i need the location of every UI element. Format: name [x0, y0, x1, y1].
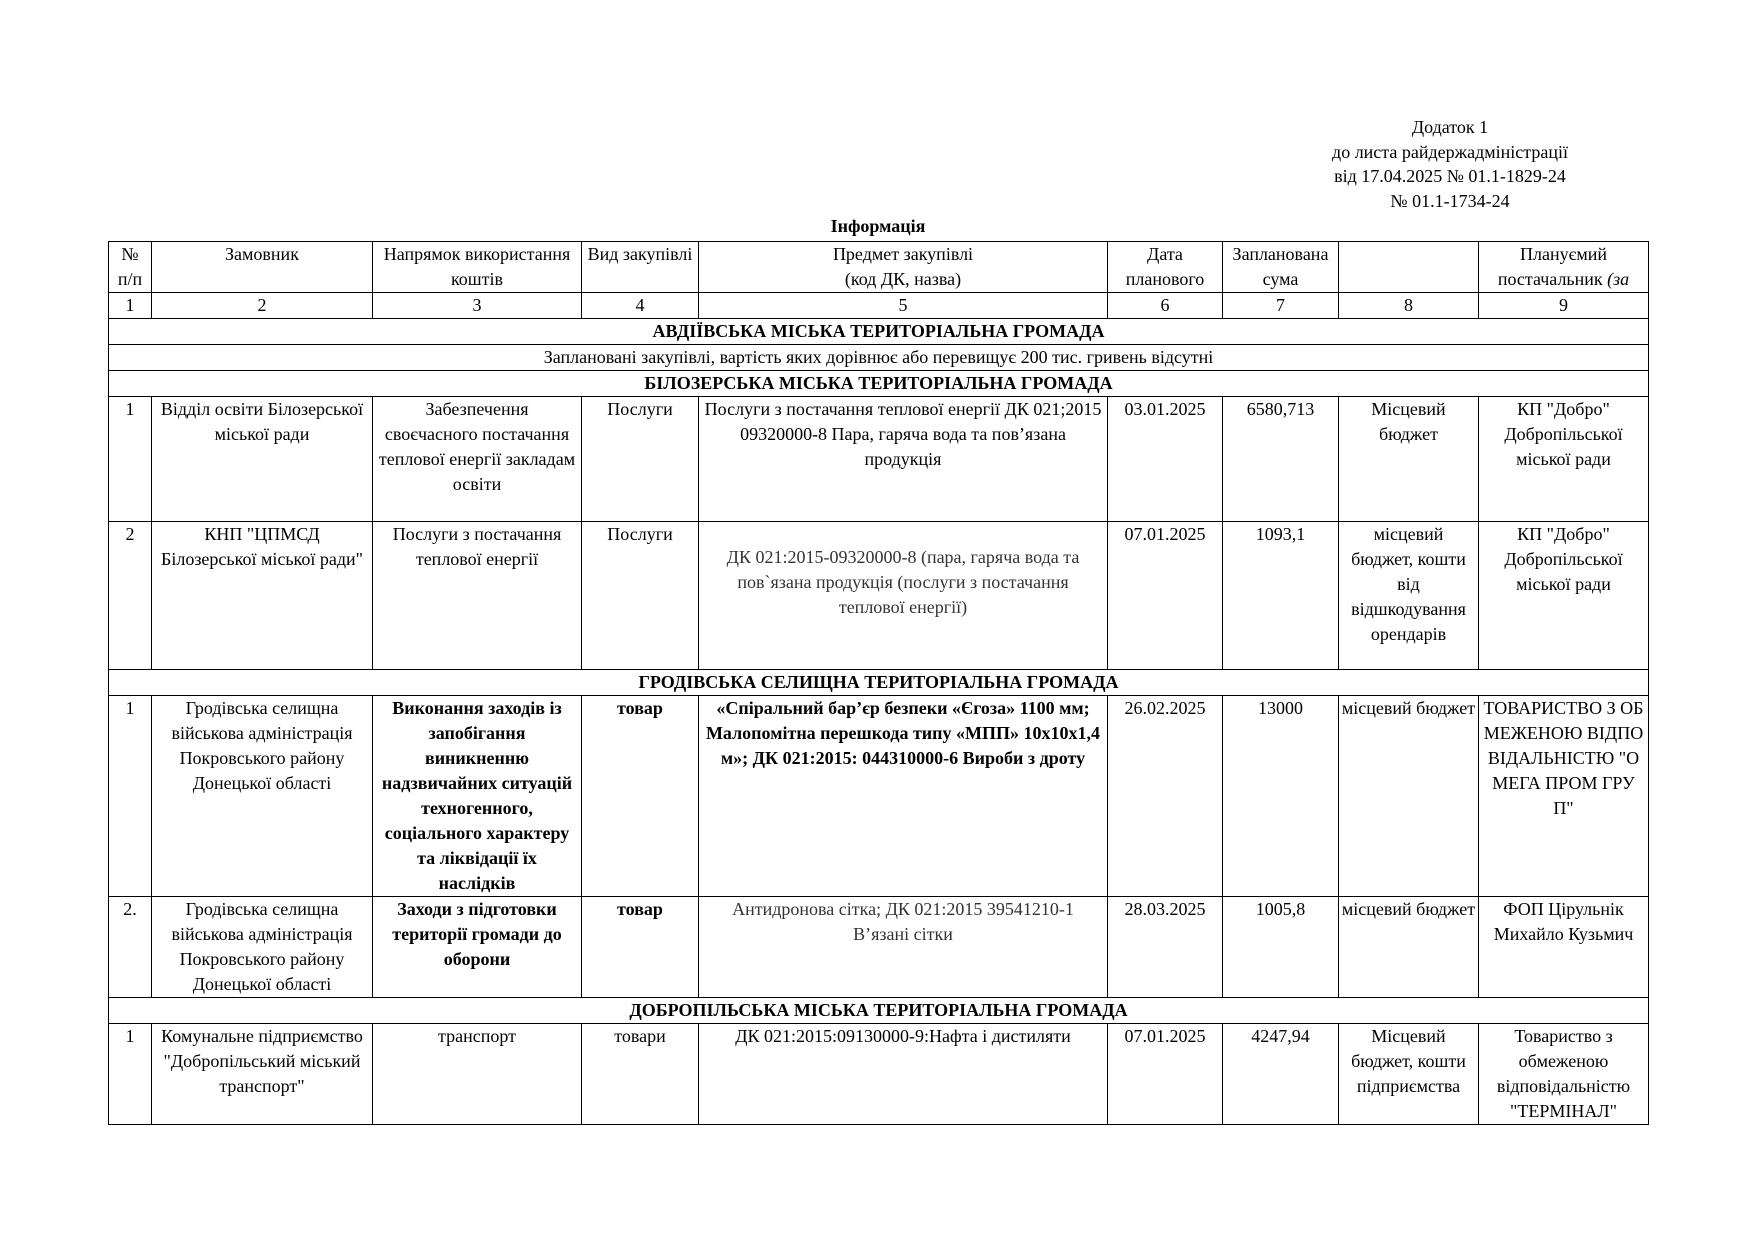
row-purpose: Виконання заходів із запобігання виникненню надзвичайних ситуацій техногенного, соціального характеру та ліквідації їх наслідків: [373, 696, 582, 897]
row-date: 07.01.2025: [1108, 522, 1223, 670]
table-row: [109, 522, 1649, 670]
column-number: 8: [1339, 293, 1479, 319]
row-date: 26.02.2025: [1108, 696, 1223, 897]
section-title: ДОБРОПІЛЬСЬКА МІСЬКА ТЕРИТОРІАЛЬНА ГРОМАДА: [109, 998, 1649, 1024]
row-customer: КНП "ЦПМСД Білозерської міської ради": [152, 522, 373, 670]
col-header-customer: Замовник: [152, 242, 373, 293]
column-number: 9: [1479, 293, 1649, 319]
row-source: Місцевий бюджет: [1339, 397, 1479, 522]
column-number: 3: [373, 293, 582, 319]
row-customer: Відділ освіти Білозерської міської ради: [152, 397, 373, 522]
appendix-line-1: Додаток 1: [1411, 117, 1489, 137]
table-row: [109, 397, 1649, 522]
row-number: 1: [109, 1024, 152, 1125]
section-title: АВДІЇВСЬКА МІСЬКА ТЕРИТОРІАЛЬНА ГРОМАДА: [109, 319, 1649, 345]
row-number: 2: [109, 522, 152, 670]
col-header-date: Дата планового: [1108, 242, 1223, 293]
col-header-type: Вид закупівлі: [582, 242, 699, 293]
row-supplier: Товариство з обмеженою відповідальністю "ТЕРМІНАЛ": [1479, 1024, 1649, 1125]
row-source: Місцевий бюджет, кошти підприємства: [1339, 1024, 1479, 1125]
row-date: 03.01.2025: [1108, 397, 1223, 522]
row-subject: ДК 021:2015-09320000-8 (пара, гаряча вода та пов`язана продукція (послуги з постачання теплової енергії): [699, 522, 1108, 670]
row-type: Послуги: [582, 397, 699, 522]
section-title: ГРОДІВСЬКА СЕЛИЩНА ТЕРИТОРІАЛЬНА ГРОМАДА: [109, 670, 1649, 696]
column-number: 5: [699, 293, 1108, 319]
col-header-source: [1339, 242, 1479, 293]
row-supplier: КП "Добро" Добропільської міської ради: [1479, 397, 1649, 522]
section-title: БІЛОЗЕРСЬКА МІСЬКА ТЕРИТОРІАЛЬНА ГРОМАДА: [109, 371, 1649, 397]
row-customer: Комунальне підприємство "Добропільський міський транспорт": [152, 1024, 373, 1125]
procurement-table: [108, 241, 1649, 1125]
row-purpose: Забезпечення своєчасного постачання теплової енергії закладам освіти: [373, 397, 582, 522]
row-date: 07.01.2025: [1108, 1024, 1223, 1125]
row-purpose: транспорт: [373, 1024, 582, 1125]
section-row-dobropilska: [109, 998, 1649, 1024]
column-number: 6: [1108, 293, 1223, 319]
column-number: 2: [152, 293, 373, 319]
row-subject: ДК 021:2015:09130000-9:Нафта і дистиляти: [699, 1024, 1108, 1125]
appendix-line-3: від 17.04.2025 № 01.1-1829-24: [1334, 166, 1566, 186]
row-source: місцевий бюджет, кошти від відшкодування орендарів: [1339, 522, 1479, 670]
row-supplier: ТОВАРИСТВО З ОБМЕЖЕНОЮ ВІДПОВІДАЛЬНІСТЮ "ОМЕГА ПРОМ ГРУП": [1479, 696, 1649, 897]
appendix-line-2: до листа райдержадміністрації: [1332, 141, 1568, 162]
col-header-subject: [699, 242, 1108, 293]
row-supplier: КП "Добро" Добропільської міської ради: [1479, 522, 1649, 670]
section-row-grodivska: [109, 670, 1649, 696]
col-header-supplier-text: Плануємий постачальник: [1497, 244, 1607, 289]
row-type: товар: [582, 897, 699, 998]
row-subject: Антидронова сітка; ДК 021:2015 39541210-1 В’язані сітки: [699, 897, 1108, 998]
appendix-header: [1300, 115, 1600, 213]
row-purpose: Послуги з постачання теплової енергії: [373, 522, 582, 670]
row-source: місцевий бюджет: [1339, 696, 1479, 897]
row-subject: «Спіральний бар’єр безпеки «Єгоза» 1100 мм; Малопомітна перешкода типу «МПП» 10х10х1,4 м»; ДК 021:2015: 044310000-6 Вироби з дроту: [699, 696, 1108, 897]
row-number: 1: [109, 696, 152, 897]
col-header-subject-line2: (код ДК, назва): [844, 269, 962, 289]
section-note: Заплановані закупівлі, вартість яких дорівнює або перевищує 200 тис. гривень відсутні: [109, 345, 1649, 371]
col-header-number: № п/п: [109, 242, 152, 293]
column-number: 4: [582, 293, 699, 319]
row-type: Послуги: [582, 522, 699, 670]
row-type: товар: [582, 696, 699, 897]
row-customer: Гродівська селищна військова адміністрація Покровського району Донецької області: [152, 696, 373, 897]
table-row: [109, 696, 1649, 897]
row-source: місцевий бюджет: [1339, 897, 1479, 998]
section-row-bilozerska: [109, 371, 1649, 397]
row-supplier: ФОП Цірульнік Михайло Кузьмич: [1479, 897, 1649, 998]
table-row: [109, 1024, 1649, 1125]
table-row: [109, 897, 1649, 998]
row-subject: Послуги з постачання теплової енергії ДК 021;2015 09320000-8 Пара, гаряча вода та пов’язана продукція: [699, 397, 1108, 522]
col-header-purpose: Напрямок використання коштів: [373, 242, 582, 293]
row-purpose: Заходи з підготовки території громади до оборони: [373, 897, 582, 998]
column-numbers-row: [109, 293, 1649, 319]
row-number: 2.: [109, 897, 152, 998]
row-sum: 1093,1: [1223, 522, 1339, 670]
document-title: Інформація: [830, 216, 926, 236]
row-type: товари: [582, 1024, 699, 1125]
col-header-subject-line1: Предмет закупівлі: [832, 244, 974, 264]
section-note-row: [109, 345, 1649, 371]
row-sum: 4247,94: [1223, 1024, 1339, 1125]
row-number: 1: [109, 397, 152, 522]
col-header-supplier-note: (за: [1607, 269, 1630, 289]
appendix-line-4: № 01.1-1734-24: [1390, 190, 1510, 211]
row-sum: 1005,8: [1223, 897, 1339, 998]
table-header-row: [109, 242, 1649, 293]
col-header-supplier: [1479, 242, 1649, 293]
row-sum: 13000: [1223, 696, 1339, 897]
row-sum: 6580,713: [1223, 397, 1339, 522]
column-number: 7: [1223, 293, 1339, 319]
row-date: 28.03.2025: [1108, 897, 1223, 998]
row-customer: Гродівська селищна військова адміністрація Покровського району Донецької області: [152, 897, 373, 998]
column-number: 1: [109, 293, 152, 319]
col-header-sum: Запланована сума: [1223, 242, 1339, 293]
section-row-avdiivka: [109, 319, 1649, 345]
